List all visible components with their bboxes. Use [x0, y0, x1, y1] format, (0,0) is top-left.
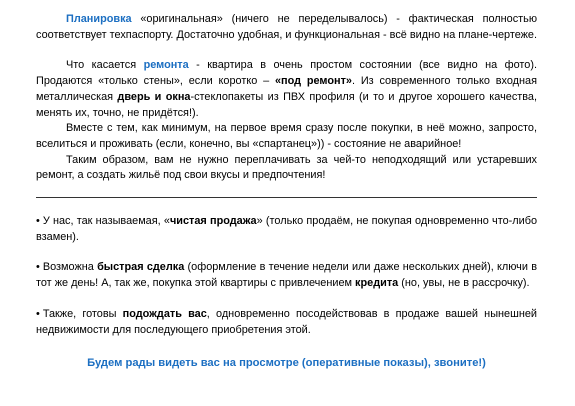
- bullet-item-wait: [36, 307, 537, 338]
- renovation-text-a: Что касается: [66, 59, 144, 72]
- bullet-icon: •: [36, 307, 40, 320]
- bullet-bold: подождать вас: [122, 307, 207, 320]
- layout-term: Планировка: [66, 13, 132, 25]
- bullet-text-a: Возможна: [42, 261, 98, 274]
- bullet-bold-2: кредита: [355, 277, 399, 290]
- renovation-text-c: . Из современного только входная металлическая: [36, 75, 537, 103]
- renovation-paragraph: [36, 58, 537, 121]
- renovation-text-d: -стеклопакеты из ПВХ профиля (и то и другое хорошего качества, менять их, точно, не придётся!).: [36, 90, 538, 119]
- bullet-text-a: Также, готовы: [42, 307, 123, 320]
- bullet-icon: •: [36, 261, 40, 274]
- bullet-text-c: (но, увы, не в рассрочку).: [398, 277, 530, 290]
- call-to-action: Будем рады видеть вас на просмотре (оперативные показы), звоните!): [87, 357, 486, 370]
- move-in-paragraph: Вместе с тем, как минимум, на первое время сразу после покупки, в неё можно, запросто, вселиться и проживать (если, конечно, вы «спартанец»)) - состояние не аварийное!: [36, 122, 537, 150]
- bullet-text-b: (оформление в течение недели или даже нескольких дней), ключи в тот же день! А, так же, покупка этой квартиры с привлечением: [36, 261, 537, 290]
- bullet-item-fast-deal: [36, 260, 537, 291]
- section-divider: [36, 197, 537, 198]
- bullet-icon: •: [36, 215, 40, 228]
- bullet-bold-1: быстрая сделка: [97, 261, 185, 274]
- renovation-term: ремонта: [143, 59, 189, 72]
- bullet-item-clean-sale: [36, 214, 537, 245]
- bullet-bold: чистая продажа: [169, 215, 257, 228]
- bullet-list: [36, 214, 537, 338]
- layout-paragraph: [36, 12, 537, 43]
- renovation-bold-1: «под ремонт»: [274, 75, 352, 88]
- renovation-text-b: - квартира в очень простом состоянии (все видно на фото). Продаются «только стены», если коротко –: [36, 59, 537, 88]
- bullet-text-a: У нас, так называемая, «: [42, 215, 170, 228]
- renovation-bold-2: дверь и окна: [117, 90, 191, 103]
- summary-paragraph: Таким образом, вам не нужно переплачивать за чей-то неподходящий или устаревших ремонт, а создать жильё под свои вкусы и предпочтения!: [36, 153, 537, 182]
- bullet-text-b: , одновременно посодействовав в продаже вашей нынешней недвижимости для последующего приобретения этой.: [36, 307, 537, 336]
- bullet-text-b: » (только продаём, не покупая одновременно что-либо взамен).: [36, 215, 538, 243]
- layout-text: «оригинальная» (ничего не переделывалось) - фактическая полностью соответствует техпаспорту. Достаточно удобная, и функциональная - всё видно на плане-чертеже.: [36, 13, 537, 41]
- paragraph-gap: [36, 43, 537, 58]
